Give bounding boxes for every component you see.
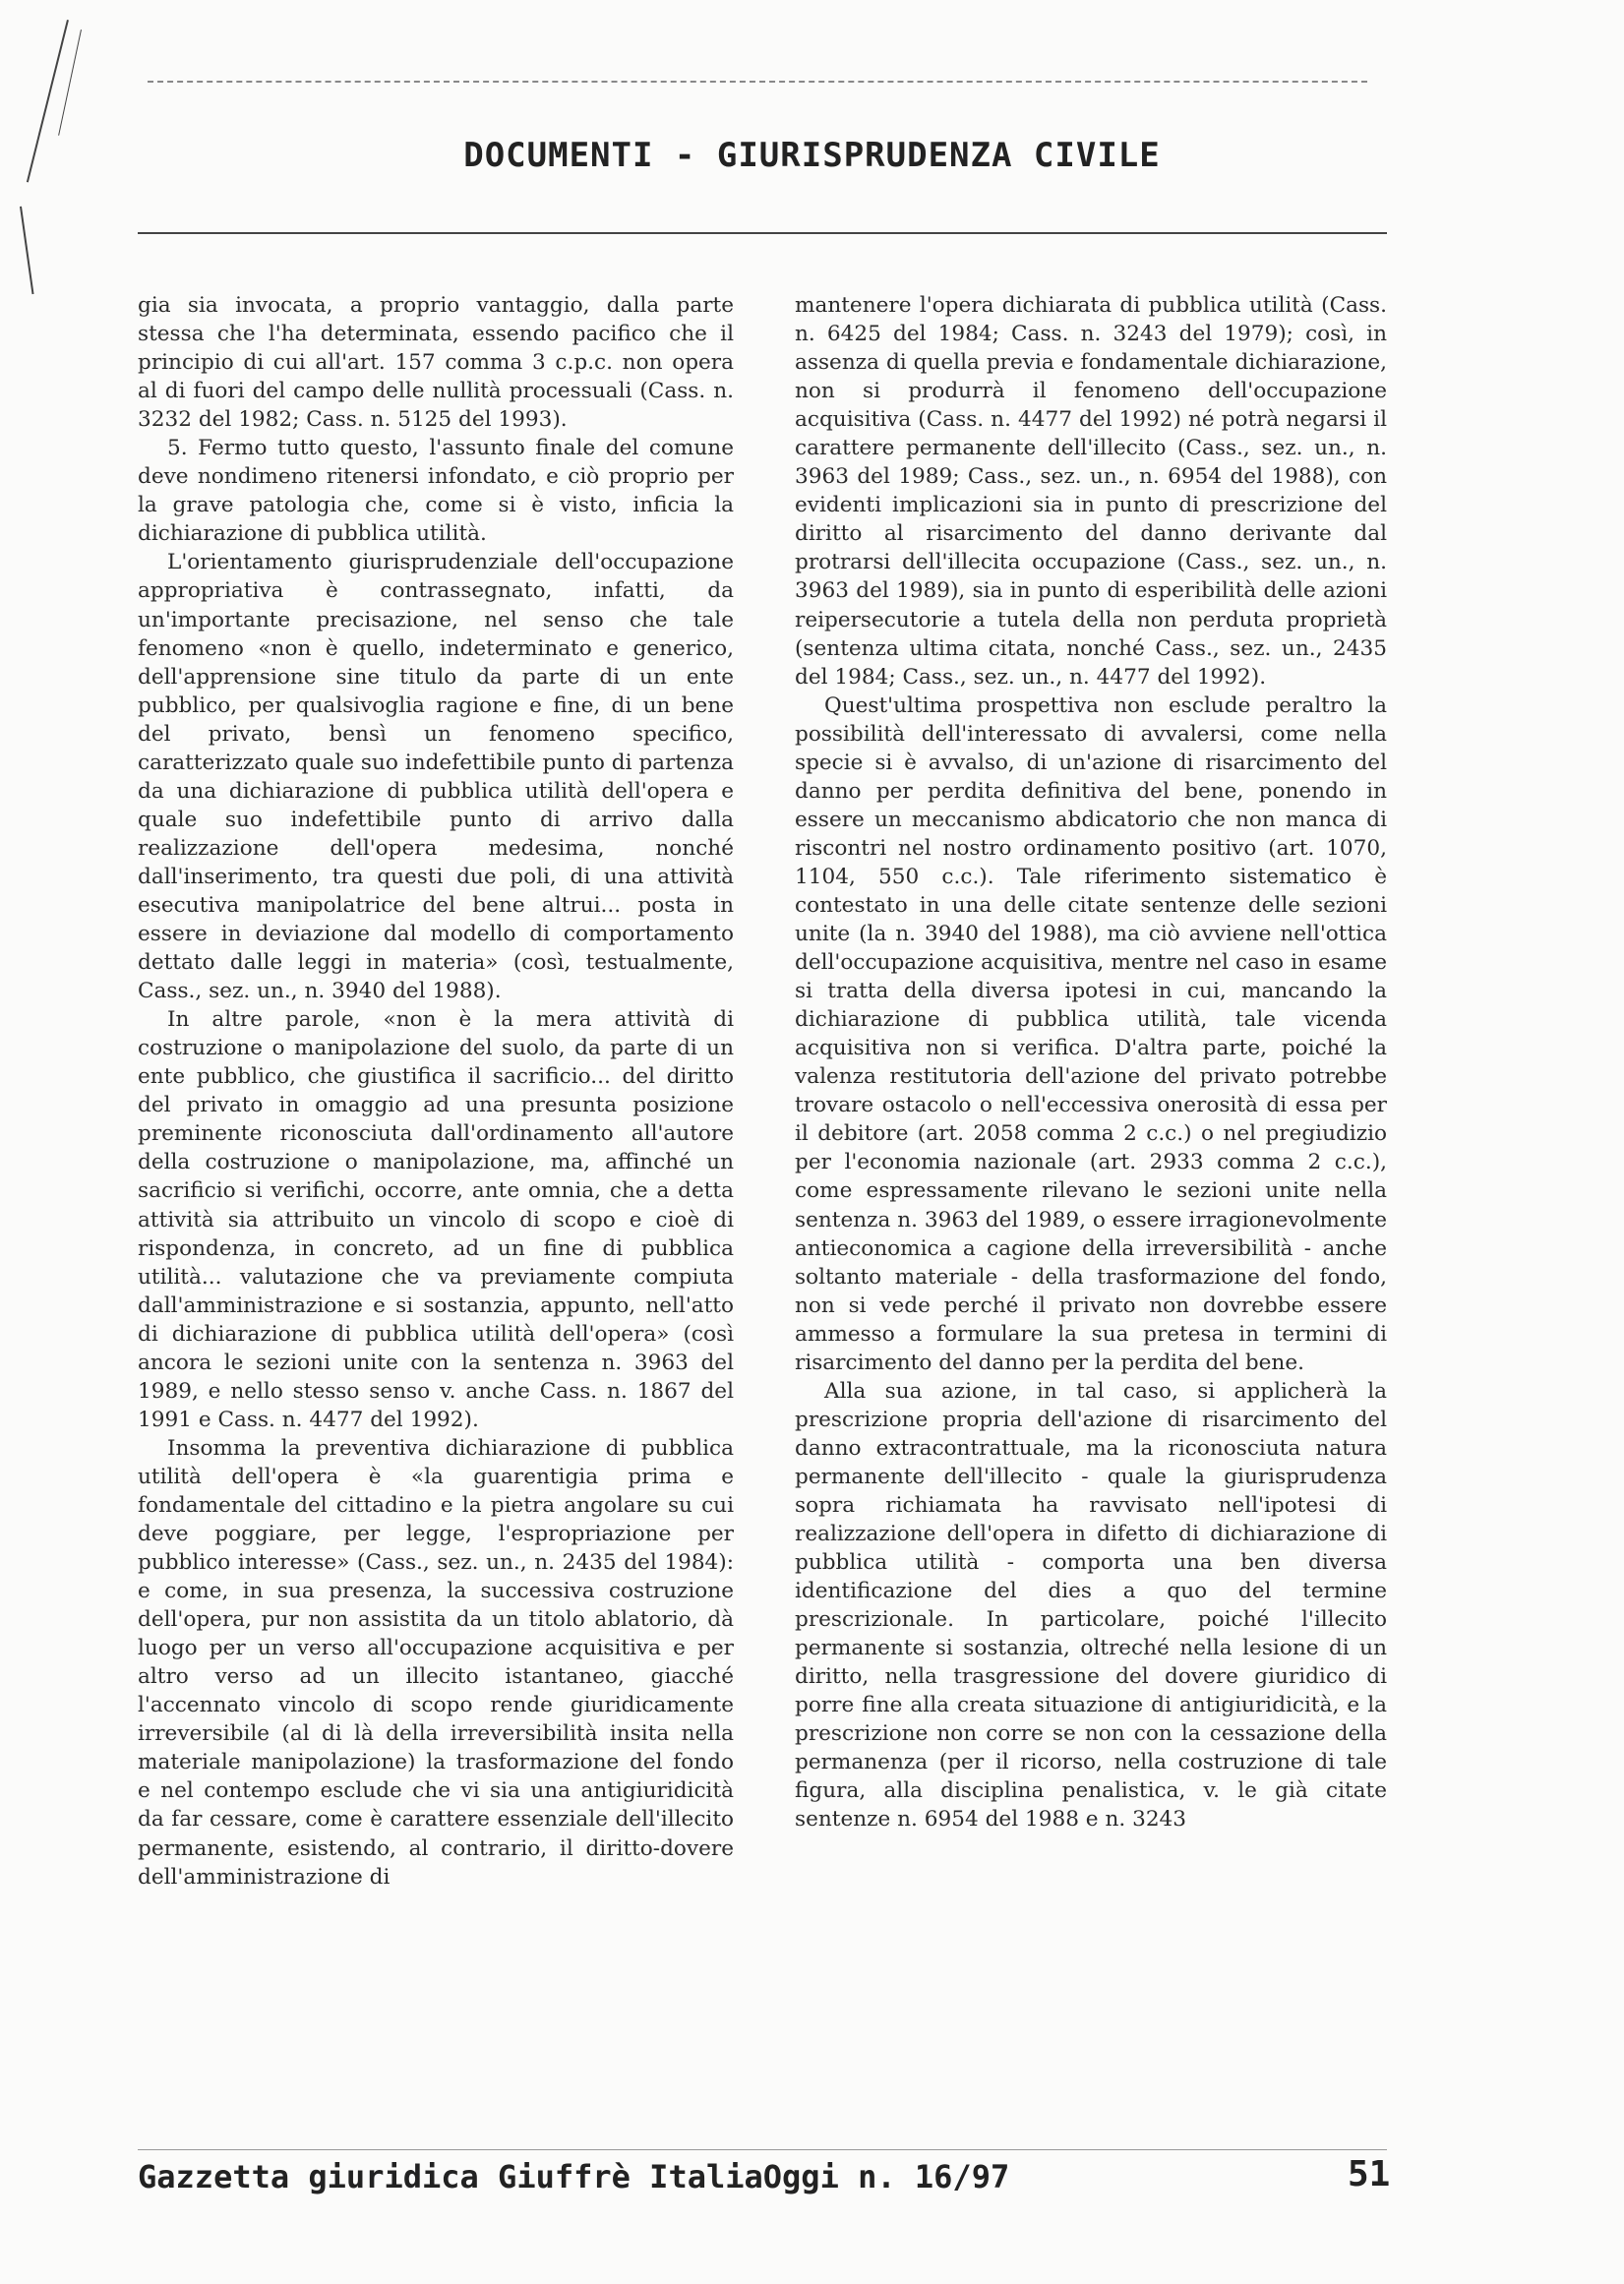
paragraph: mantenere l'opera dichiarata di pubblica utilità (Cass. n. 6425 del 1984; Cass. n. 3243 del 1979); così, in assenza di quella previa e fondamentale dichiarazione, non si produrrà il fenomeno dell'occupazione acquisitiva (Cass. n. 4477 del 1992) né potrà negarsi il carattere permanente dell'illecito (Cass., sez. un., n. 3963 del 1989; Cass., sez. un., n. 6954 del 1988), con evidenti implicazioni sia in punto di prescrizione del diritto al risarcimento del danno derivante dal protrarsi dell'illecita occupazione (Cass., sez. un., n. 3963 del 1989), sia in punto di esperibilità delle azioni reipersecutorie a tutela della non perduta proprietà (sentenza ultima citata, nonché Cass., sez. un., 2435 del 1984; Cass., sez. un., n. 4477 del 1992). xyxy=(795,293,1387,690)
header-rule xyxy=(138,232,1387,234)
paragraph: In altre parole, «non è la mera attività di costruzione o manipolazione del suolo, da parte di un ente pubblico, che giustifica il sacrificio... del diritto del privato in omaggio ad una presunta posizione preminente riconosciuta dall'ordinamento all'autore della costruzione o manipolazione, ma, affinché un sacrificio si verifichi, occorre, ante omnia, che a detta attività sia attribuito un vincolo di scopo e cioè di rispondenza, in concreto, ad un fine di pubblica utilità... valutazione che va previamente compiuta dall'amministrazione e si sostanzia, appunto, nell'atto di dichiarazione di pubblica utilità dell'opera» (così ancora le sezioni unite con la sentenza n. 3963 del 1989, e nello stesso senso v. anche Cass. n. 1867 del 1991 e Cass. n. 4477 del 1992). xyxy=(138,1007,734,1432)
paragraph: Alla sua azione, in tal caso, si applicherà la prescrizione propria dell'azione di risarcimento del danno extracontrattuale, ma la riconosciuta natura permanente dell'illecito - quale la giurisprudenza sopra richiamata ha ravvisato nell'ipotesi di realizzazione dell'opera in difetto di dichiarazione di pubblica utilità - comporta una ben diversa identificazione del dies a quo del termine prescrizionale. In particolare, poiché l'illecito permanente si sostanzia, oltreché nella lesione di un diritto, nella trasgressione del dovere giuridico di porre fine alla creata situazione di antigiuridicità, e la prescrizione non corre se non con la cessazione della permanenza (per il ricorso, nella costruzione di tale figura, alla disciplina penalistica, v. le già citate sentenze n. 6954 del 1988 e n. 3243 xyxy=(795,1378,1387,1833)
footer-rule xyxy=(138,2149,1387,2150)
paragraph: L'orientamento giurisprudenziale dell'occupazione appropriativa è contrassegnato, infatti, da un'importante precisazione, nel senso che tale fenomeno «non è quello, indeterminato e generico, dell'apprensione sine titulo da parte di un ente pubblico, per qualsivoglia ragione e fine, di un bene del privato, bensì un fenomeno specifico, caratterizzato quale suo indefettibile punto di partenza da una dichiarazione di pubblica utilità dell'opera e quale suo indefettibile punto di arrivo dalla realizzazione dell'opera medesima, nonché dall'inserimento, tra questi due poli, di una attività esecutiva manipolatrice del bene altrui... posta in essere in deviazione dal modello di comportamento dettato dalle leggi in materia» (così, testualmente, Cass., sez. un., n. 3940 del 1988). xyxy=(138,550,734,1004)
right-column xyxy=(795,291,1387,1834)
page-number: 51 xyxy=(1348,2154,1391,2194)
top-rule xyxy=(148,81,1367,83)
left-column xyxy=(138,291,734,1892)
paragraph: Insomma la preventiva dichiarazione di pubblica utilità dell'opera è «la guarentigia prima e fondamentale del cittadino e la pietra angolare su cui deve poggiare, per legge, l'espropriazione per pubblico interesse» (Cass., sez. un., n. 2435 del 1984): e come, in sua presenza, la successiva costruzione dell'opera, pur non assistita da un titolo ablatorio, dà luogo per un verso all'occupazione acquisitiva e per altro verso ad un illecito istantaneo, giacché l'accennato vincolo di scopo rende giuridicamente irreversibile (al di là della irreversibilità insita nella materiale manipolazione) la trasformazione del fondo e nel contempo esclude che vi sia una antigiuridicità da far cessare, come è carattere essenziale dell'illecito permanente, esistendo, al contrario, il diritto-dovere dell'amministrazione di xyxy=(138,1435,734,1890)
margin-pen-stroke-3 xyxy=(20,207,34,294)
paragraph: Quest'ultima prospettiva non esclude peraltro la possibilità dell'interessato di avvalersi, come nella specie si è avvalso, di un'azione di risarcimento del danno per perdita definitiva del bene, ponendo in essere un meccanismo abdicatorio che non manca di riscontri nel nostro ordinamento positivo (art. 1070, 1104, 550 c.c.). Tale riferimento sistematico è contestato in una delle citate sentenze delle sezioni unite (la n. 3940 del 1988), ma ciò avviene nell'ottica dell'occupazione acquisitiva, mentre nel caso in esame si tratta della diversa ipotesi in cui, mancando la dichiarazione di pubblica utilità, tale vicenda acquisitiva non si verifica. D'altra parte, poiché la valenza restitutoria dell'azione del privato potrebbe trovare ostacolo o nell'eccessiva onerosità di essa per il debitore (art. 2058 comma 2 c.c.) o nel pregiudizio per l'economia nazionale (art. 2933 comma 2 c.c.), come espressamente rilevano le sezioni unite nella sentenza n. 3963 del 1989, o essere irragionevolmente antieconomica a cagione della irreversibilità - anche soltanto materiale - della trasformazione del fondo, non si vede perché il privato non dovrebbe essere ammesso a formulare la sua pretesa in termini di risarcimento del danno per la perdita del bene. xyxy=(795,692,1387,1375)
footer-journal-name: Gazzetta giuridica Giuffrè ItaliaOggi n. 16/97 xyxy=(138,2158,1010,2195)
section-header: DOCUMENTI - GIURISPRUDENZA CIVILE xyxy=(463,136,1161,175)
paragraph: gia sia invocata, a proprio vantaggio, dalla parte stessa che l'ha determinata, essendo pacifico che il principio di cui all'art. 157 comma 3 c.p.c. non opera al di fuori del campo delle nullità processuali (Cass. n. 3232 del 1982; Cass. n. 5125 del 1993). xyxy=(138,293,734,433)
paragraph: 5. Fermo tutto questo, l'assunto finale del comune deve nondimeno ritenersi infondato, e ciò proprio per la grave patologia che, come si è visto, inficia la dichiarazione di pubblica utilità. xyxy=(138,436,734,547)
